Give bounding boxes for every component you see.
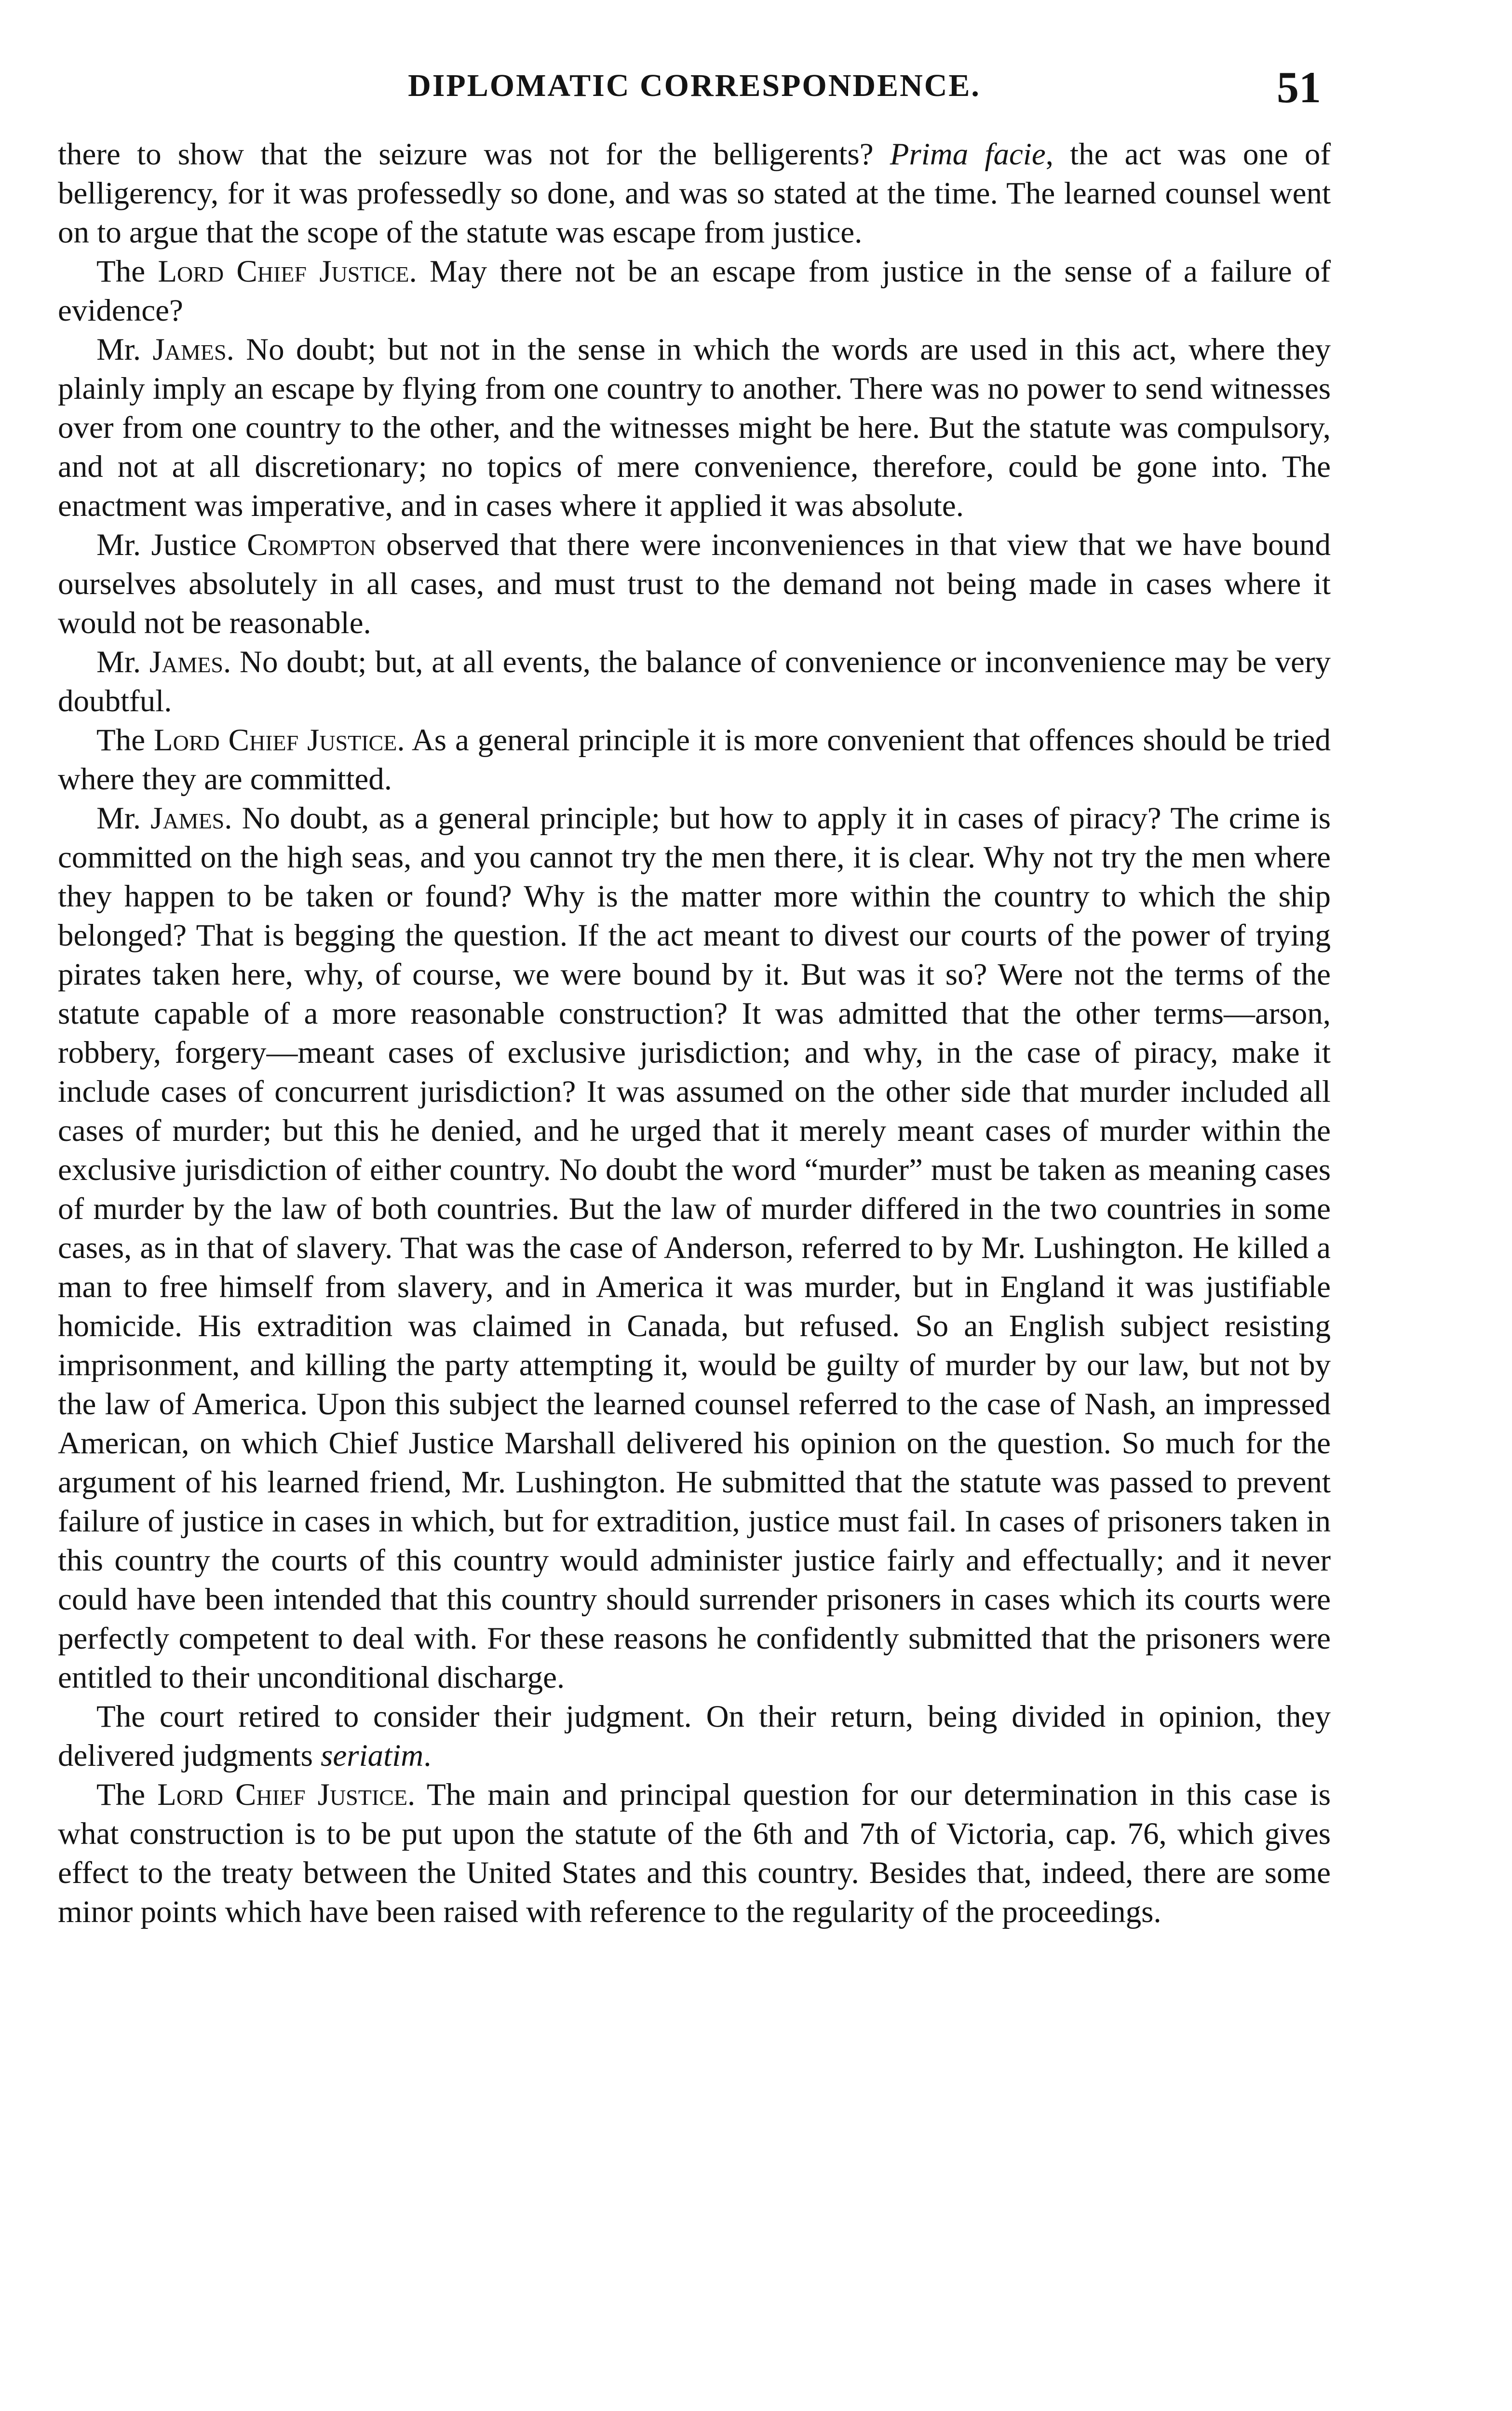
paragraph-9 xyxy=(58,1775,1331,1932)
text-run: there to show that the seizure was not for the belligerents? xyxy=(58,137,890,172)
paragraph-2 xyxy=(58,252,1331,330)
text-run: Mr. xyxy=(96,645,149,679)
paragraph-4 xyxy=(58,526,1331,643)
italic-run: seriatim xyxy=(321,1738,424,1773)
speaker-name: James xyxy=(152,332,227,367)
text-run: Mr. xyxy=(96,332,153,367)
text-run: . As a general principle it is more convenient that offences should be tried where they are committed. xyxy=(58,723,1331,797)
page-header xyxy=(58,68,1331,125)
speaker-name: Lord Chief Justice xyxy=(153,723,397,758)
speaker-name: James xyxy=(149,645,223,679)
speaker-name: James xyxy=(150,801,225,836)
text-run: Mr. xyxy=(96,801,151,836)
text-run: . No doubt; but not in the sense in which the words are used in this act, where they plainly imply an escape by flying from one country to another. There was no power to send witnesses over from one country to the other, and the witnesses might be here. But the statute was compulsory, and not at all discretionary; no topics of mere convenience, therefore, could be gone into. The enactment was imperative, and in cases where it applied it was absolute. xyxy=(58,332,1331,523)
paragraph-8 xyxy=(58,1697,1331,1775)
italic-run: Prima facie xyxy=(890,137,1046,172)
paragraph-7 xyxy=(58,799,1331,1697)
speaker-name: Lord Chief Justice xyxy=(157,1777,407,1812)
text-run: . xyxy=(423,1738,432,1773)
paragraph-6 xyxy=(58,721,1331,799)
text-run: The xyxy=(96,254,158,289)
paragraph-5 xyxy=(58,643,1331,721)
page-number: 51 xyxy=(1277,68,1321,112)
speaker-name: Crompton xyxy=(247,528,376,562)
document-page xyxy=(58,68,1331,2411)
text-run: The xyxy=(96,723,154,758)
paragraph-3 xyxy=(58,330,1331,526)
paragraph-1 xyxy=(58,135,1331,252)
speaker-name: Lord Chief Justice xyxy=(158,254,409,289)
text-run: . May there not be an escape from justice in the sense of a failure of evidence? xyxy=(58,254,1331,328)
text-run: observed that there were inconveniences in that view that we have bound ourselves absolutely in all cases, and must trust to the demand not being made in cases where it would not be reasonable. xyxy=(58,528,1331,640)
body-text xyxy=(58,135,1331,1932)
text-run: . No doubt, as a general principle; but how to apply it in cases of piracy? The crime is committed on the high seas, and you cannot try the men there, it is clear. Why not try the men where they happen to be taken or found? Why is the matter more within the country to which the ship belonged? That is begging the question. If the act meant to divest our courts of the power of trying pirates taken here, why, of course, we were bound by it. But was it so? Were not the terms of the statute capable of a more reasonable construction? It was admitted that the other terms—arson, robbery, forgery—meant cases of exclusive jurisdiction; and why, in the case of piracy, make it include cases of concurrent jurisdiction? It was assumed on the other side that murder included all cases of murder; but this he denied, and he urged that it merely meant cases of murder within the exclusive jurisdiction of either country. No doubt the word “murder” must be taken as meaning cases of murder by the law of both countries. But the law of murder differed in the two countries in some cases, as in that of slavery. That was the case of Anderson, referred to by Mr. Lushington. He killed a man to free himself from slavery, and in America it was murder, but in England it was justifiable homicide. His extradition was claimed in Canada, but refused. So an English subject resisting imprisonment, and killing the party attempting it, would be guilty of murder by our law, but not by the law of America. Upon this subject the learned counsel referred to the case of Nash, an impressed American, on which Chief Justice Marshall delivered his opinion on the question. So much for the argument of his learned friend, Mr. Lushington. He submitted that the statute was passed to prevent failure of justice in cases in which, but for extradition, justice must fail. In cases of prisoners taken in this country the courts of this country would administer justice fairly and effectually; and it never could have been intended that this country should surrender prisoners in cases which its courts were perfectly competent to deal with. For these reasons he confidently submitted that the prisoners were entitled to their unconditional discharge. xyxy=(58,801,1331,1695)
text-run: . The main and principal question for our determination in this case is what construction is to be put upon the statute of the 6th and 7th of Victoria, cap. 76, which gives effect to the treaty between the United States and this country. Besides that, indeed, there are some minor points which have been raised with reference to the regularity of the proceedings. xyxy=(58,1777,1331,1929)
text-run: . No doubt; but, at all events, the balance of convenience or inconvenience may be very doubtful. xyxy=(58,645,1331,718)
running-title: DIPLOMATIC CORRESPONDENCE. xyxy=(408,68,981,103)
text-run: Mr. Justice xyxy=(96,528,247,562)
text-run: The xyxy=(96,1777,158,1812)
text-run: The court retired to consider their judgment. On their return, being divided in opinion, they delivered judgments xyxy=(58,1699,1331,1773)
text-run: , the act was one of belligerency, for it was professedly so done, and was so stated at the time. The learned counsel went on to argue that the scope of the statute was escape from justice. xyxy=(58,137,1331,250)
